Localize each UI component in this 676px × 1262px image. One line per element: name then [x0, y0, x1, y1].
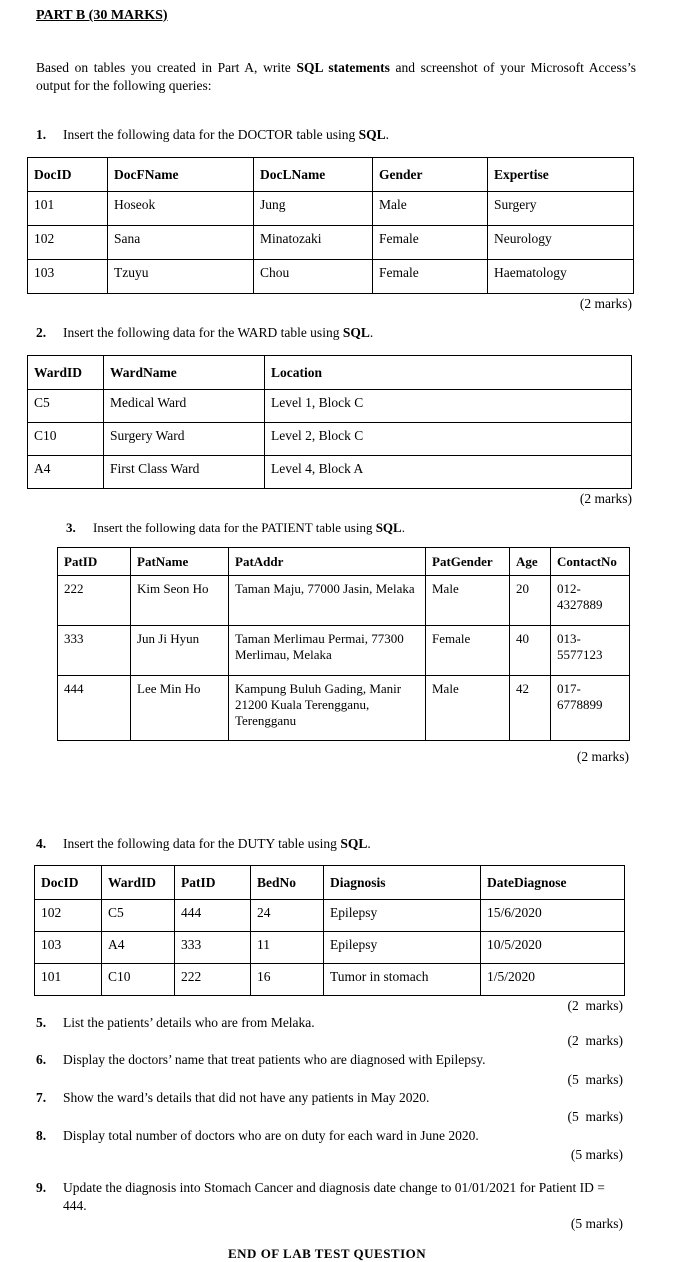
question-7-marks: (5 marks)	[567, 1109, 623, 1124]
ward-table	[27, 355, 632, 489]
column-header: PatName	[131, 548, 229, 576]
table-cell: A4	[102, 932, 175, 964]
patient-table	[57, 547, 630, 741]
part-title: PART B (30 MARKS)	[36, 8, 168, 23]
table-cell: 444	[175, 900, 251, 932]
question-9: 9. Update the diagnosis into Stomach Cancer and diagnosis date change to 01/01/2021 for Patient ID = 444.	[36, 1180, 605, 1213]
table-cell: 102	[28, 226, 108, 260]
question-9-marks: (5 marks)	[570, 1216, 623, 1231]
table-row	[35, 932, 625, 964]
table-cell: Medical Ward	[104, 390, 265, 423]
table-cell: 24	[251, 900, 324, 932]
column-header: Gender	[373, 158, 488, 192]
question-5-marks: (2 marks)	[567, 1033, 623, 1048]
table-header-row	[35, 866, 625, 900]
table-cell: 103	[28, 260, 108, 294]
table-row	[28, 226, 634, 260]
column-header: DateDiagnose	[481, 866, 625, 900]
table-cell: Female	[426, 626, 510, 676]
table-cell: C10	[102, 964, 175, 996]
table-cell: Level 2, Block C	[265, 423, 632, 456]
table-cell: 42	[510, 676, 551, 741]
table-cell: 101	[28, 192, 108, 226]
table-cell: Surgery	[488, 192, 634, 226]
table-row	[28, 390, 632, 423]
question-2-marks: (2 marks)	[579, 491, 632, 506]
table-cell: Jung	[254, 192, 373, 226]
question-6-marks: (5 marks)	[567, 1072, 623, 1087]
table-cell: Male	[373, 192, 488, 226]
table-row	[28, 423, 632, 456]
column-header: WardName	[104, 356, 265, 390]
table-cell: 444	[58, 676, 131, 741]
table-cell: 16	[251, 964, 324, 996]
table-cell: Lee Min Ho	[131, 676, 229, 741]
table-cell: Kim Seon Ho	[131, 576, 229, 626]
column-header: WardID	[102, 866, 175, 900]
question-8: 8. Display total number of doctors who are on duty for each ward in June 2020.	[36, 1128, 479, 1143]
question-4: 4. Insert the following data for the DUTY table using SQL.	[36, 836, 371, 851]
question-3: 3. Insert the following data for the PATIENT table using SQL.	[66, 520, 405, 535]
question-7: 7. Show the ward’s details that did not have any patients in May 2020.	[36, 1090, 430, 1105]
intro-paragraph: Based on tables you created in Part A, write SQL statements and screenshot of your Microsoft Access’s output for the following queries:	[36, 60, 637, 93]
column-header: DocID	[35, 866, 102, 900]
table-cell: Taman Merlimau Permai, 77300 Merlimau, Melaka	[229, 626, 426, 676]
table-cell: 013-5577123	[551, 626, 630, 676]
table-cell: 1/5/2020	[481, 964, 625, 996]
table-row	[35, 900, 625, 932]
column-header: DocFName	[108, 158, 254, 192]
table-cell: C10	[28, 423, 104, 456]
column-header: Age	[510, 548, 551, 576]
table-row	[28, 192, 634, 226]
table-header-row	[58, 548, 630, 576]
table-cell: Epilepsy	[324, 932, 481, 964]
column-header: DocLName	[254, 158, 373, 192]
column-header: Expertise	[488, 158, 634, 192]
table-cell: 222	[175, 964, 251, 996]
table-cell: Chou	[254, 260, 373, 294]
table-cell: 333	[175, 932, 251, 964]
table-cell: 222	[58, 576, 131, 626]
table-cell: Jun Ji Hyun	[131, 626, 229, 676]
table-cell: Epilepsy	[324, 900, 481, 932]
table-cell: 102	[35, 900, 102, 932]
table-cell: Tzuyu	[108, 260, 254, 294]
table-cell: 333	[58, 626, 131, 676]
table-cell: Tumor in stomach	[324, 964, 481, 996]
question-1-marks: (2 marks)	[579, 296, 632, 311]
table-row	[28, 456, 632, 489]
table-cell: 10/5/2020	[481, 932, 625, 964]
table-cell: First Class Ward	[104, 456, 265, 489]
table-row	[58, 576, 630, 626]
table-cell: Surgery Ward	[104, 423, 265, 456]
table-cell: C5	[102, 900, 175, 932]
table-cell: Hoseok	[108, 192, 254, 226]
question-3-marks: (2 marks)	[576, 749, 629, 764]
column-header: Location	[265, 356, 632, 390]
column-header: PatAddr	[229, 548, 426, 576]
footer-end-text: END OF LAB TEST QUESTION	[228, 1246, 427, 1261]
table-header-row	[28, 158, 634, 192]
table-cell: Neurology	[488, 226, 634, 260]
table-cell: Male	[426, 676, 510, 741]
table-cell: 40	[510, 626, 551, 676]
table-cell: Sana	[108, 226, 254, 260]
table-row	[35, 964, 625, 996]
doctor-table	[27, 157, 634, 294]
table-cell: 101	[35, 964, 102, 996]
question-2: 2. Insert the following data for the WARD table using SQL.	[36, 325, 374, 340]
question-6: 6. Display the doctors’ name that treat patients who are diagnosed with Epilepsy.	[36, 1052, 486, 1067]
column-header: Diagnosis	[324, 866, 481, 900]
table-cell: Female	[373, 226, 488, 260]
column-header: PatID	[58, 548, 131, 576]
table-cell: 15/6/2020	[481, 900, 625, 932]
table-cell: 012-4327889	[551, 576, 630, 626]
column-header: DocID	[28, 158, 108, 192]
table-cell: Haematology	[488, 260, 634, 294]
table-row	[58, 676, 630, 741]
question-8-marks: (5 marks)	[570, 1147, 623, 1162]
question-4-marks: (2 marks)	[567, 998, 623, 1013]
table-cell: 20	[510, 576, 551, 626]
column-header: PatID	[175, 866, 251, 900]
table-cell: 11	[251, 932, 324, 964]
column-header: BedNo	[251, 866, 324, 900]
column-header: PatGender	[426, 548, 510, 576]
question-1: 1. Insert the following data for the DOCTOR table using SQL.	[36, 127, 389, 142]
table-header-row	[28, 356, 632, 390]
question-5: 5. List the patients’ details who are from Melaka.	[36, 1015, 315, 1030]
table-cell: Taman Maju, 77000 Jasin, Melaka	[229, 576, 426, 626]
table-cell: Minatozaki	[254, 226, 373, 260]
table-cell: Male	[426, 576, 510, 626]
table-row	[28, 260, 634, 294]
table-cell: C5	[28, 390, 104, 423]
table-cell: Level 1, Block C	[265, 390, 632, 423]
column-header: ContactNo	[551, 548, 630, 576]
table-cell: Kampung Buluh Gading, Manir 21200 Kuala Terengganu, Terengganu	[229, 676, 426, 741]
table-row	[58, 626, 630, 676]
table-cell: Female	[373, 260, 488, 294]
table-cell: 017-6778899	[551, 676, 630, 741]
table-cell: Level 4, Block A	[265, 456, 632, 489]
table-cell: 103	[35, 932, 102, 964]
column-header: WardID	[28, 356, 104, 390]
duty-table	[34, 865, 625, 996]
table-cell: A4	[28, 456, 104, 489]
